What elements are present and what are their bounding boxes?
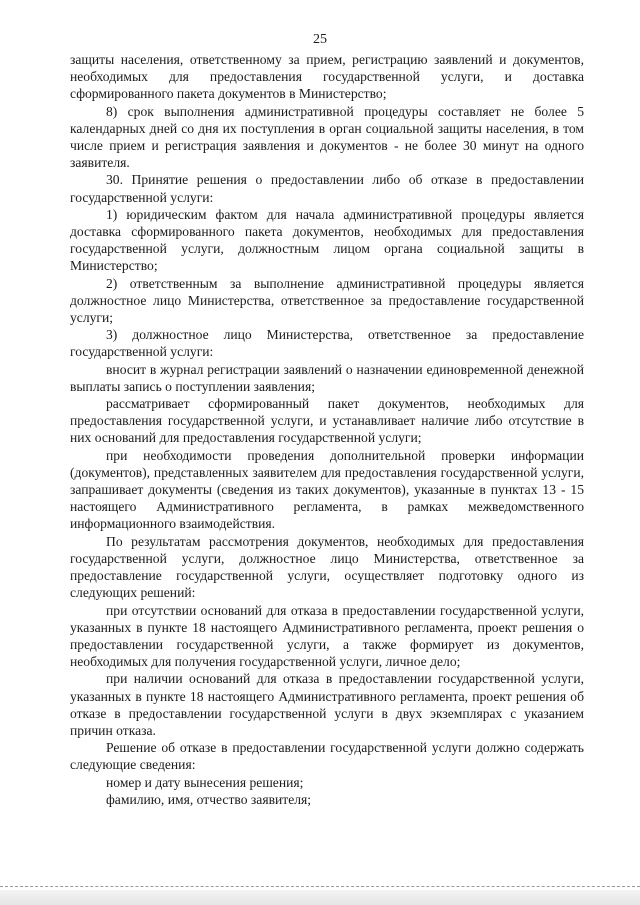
paragraph: при наличии оснований для отказа в предоставлении государственной услуги, указанных в пункте 18 настоящего Административного регламента, проект решения об отказе в предоставлении государственной услуги в двух экземплярах с указанием причин отказа. — [70, 671, 584, 738]
paragraph: 3) должностное лицо Министерства, ответственное за предоставление государственной услуги: — [70, 327, 584, 360]
paragraph: рассматривает сформированный пакет документов, необходимых для предоставления государственной услуги, и устанавливает наличие либо отсутствие в них оснований для предоставления государственной услуги; — [70, 396, 584, 446]
paragraph: 8) срок выполнения административной процедуры составляет не более 5 календарных дней со дня их поступления в орган социальной защиты населения, в том числе прием и регистрация заявления и документов - не более 30 минут на одного заявителя. — [70, 103, 584, 171]
paragraph: фамилию, имя, отчество заявителя; — [106, 791, 312, 807]
paragraph: 30. Принятие решения о предоставлении либо об отказе в предоставлении государственной услуги: — [70, 172, 584, 205]
paragraph: защиты населения, ответственному за прием, регистрацию заявлений и документов, необходимых для предоставления государственной услуги, и доставка сформированного пакета документов в Министерство; — [70, 52, 584, 102]
paragraph: По результатам рассмотрения документов, необходимых для предоставления государственной услуги, должностное лицо Министерства, ответственное за предоставление государственной услуги, осуществляет подготовку одного из следующих решений: — [70, 533, 584, 601]
paragraph: номер и дату вынесения решения; — [106, 774, 304, 790]
paragraph: 2) ответственным за выполнение административной процедуры является должностное лицо Министерства, ответственное за предоставление государственной услуги; — [70, 275, 584, 326]
paragraph: 1) юридическим фактом для начала административной процедуры является доставка сформированного пакета документов, необходимых для предоставления государственной услуги, должностным лицом органа социальной защиты в Министерство; — [70, 206, 584, 274]
paragraph: при отсутствии оснований для отказа в предоставлении государственной услуги, указанных в пункте 18 настоящего Административного регламента, проект решения о предоставлении государственной услуги, а также формирует из документов, необходимых для получения государственной услуги, личное дело; — [70, 602, 584, 670]
document-body — [70, 51, 584, 808]
paragraph: при необходимости проведения дополнительной проверки информации (документов), представленных заявителем для предоставления государственной услуги, запрашивает документы (сведения из таких документов), указанные в пунктах 13 - 15 настоящего Административного регламента, в рамках межведомственного информационного взаимодействия. — [70, 447, 584, 532]
paragraph: Решение об отказе в предоставлении государственной услуги должно содержать следующие сведения: — [70, 740, 584, 773]
scan-bottom-shade — [0, 890, 640, 905]
page-number: 25 — [313, 32, 327, 47]
scan-edge-line — [0, 886, 640, 889]
paragraph: вносит в журнал регистрации заявлений о назначении единовременной денежной выплаты запись о поступлении заявления; — [70, 361, 584, 394]
